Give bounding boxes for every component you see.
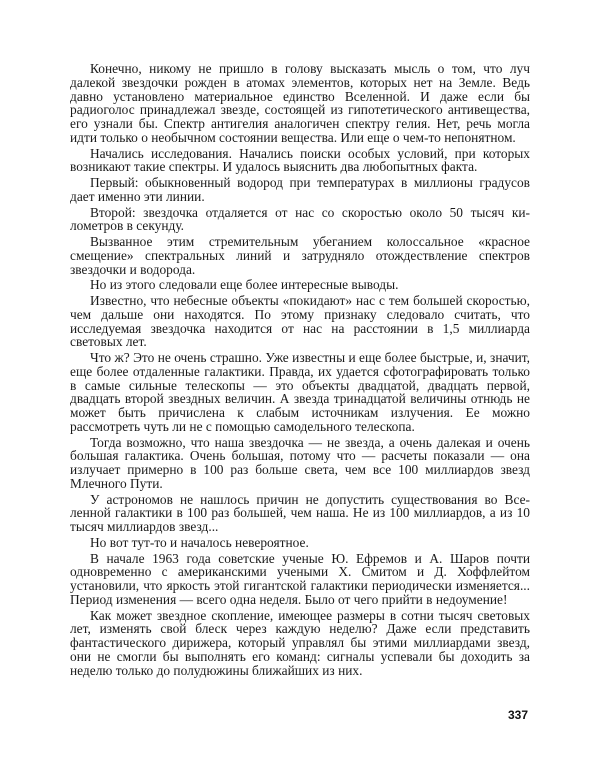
- paragraph: Второй: звездочка отдаляется от нас со скоростью около 50 тысяч километров в секунду.: [70, 204, 530, 234]
- paragraph: Известно, что небесные объекты «покидают» нас с тем большей скоростью, чем дальше они находятся. По этому признаку следовало считать, что исследуемая звездочка находится от нас на расстоянии в 1,5 миллиарда световых лет.: [70, 293, 530, 350]
- paragraph: Что ж? Это не очень страшно. Уже известны и еще более быстрые, и, значит, еще более отдаленные галактики. Правда, их удается сфотографировать только в самые сильные телескопы — это объекты двадцатой, двадцать первой, двадцать второй звездных величин. А звезда тринадцатой величины отнюдь не может быть причислена к слабым источникам излучения. Ее можно рассмотреть чуть ли не с помощью самодельного телескопа.: [70, 350, 530, 434]
- paragraph: Конечно, никому не пришло в голову высказать мысль о том, что луч далекой звездочки рожден в атомах элементов, которых нет на Земле. Ведь давно установлено материальное единство Вселенной. И даже если бы радиоголос принадлежал звезде, состоящей из гипотетического антивещества, его узнали бы. Спектр антигелия аналогичен спектру гелия. Нет, речь могла идти только о необычном состоянии вещества. Или еще о чем-то непонятном.: [70, 61, 530, 145]
- paragraph: Но вот тут-то и началось невероятное.: [90, 534, 309, 550]
- paragraph: У астрономов не нашлось причин не допустить существования во Вселенной галактики в 100 раз большей, чем наша. Не из 100 миллиардов, а из 10 тысяч миллиардов звезд...: [70, 491, 530, 534]
- page-number: 337: [508, 708, 529, 722]
- paragraph: В начале 1963 года советские ученые Ю. Ефремов и А. Шаров почти одновременно с американскими учеными Х. Смитом и Д. Хоффлейтом установили, что яркость этой гигантской галактики периодически изменяется... Период изменения — всего одна неделя. Было от чего прийти в недоумение!: [70, 550, 530, 607]
- paragraph: Вызванное этим стремительным убеганием колоссальное «красное смещение» спектральных линий и затрудняло отождествление спектров звездочки и водорода.: [70, 234, 530, 277]
- paragraph: Как может звездное скопление, имеющее размеры в сотни тысяч световых лет, изменять свой блеск через каждую неделю? Даже если представить фантастического дирижера, который управлял бы этими миллиардами звезд, они не смогли бы выполнять его команд: сигналы успевали бы доходить за неделю только до полудюжины ближайших из них.: [70, 607, 530, 678]
- paragraph: Начались исследования. Начались поиски особых условий, при которых возникают такие спектры. И удалось выяснить два любопытных факта.: [70, 145, 530, 175]
- page-body-text: [70, 62, 530, 677]
- paragraph: Но из этого следовали еще более интересные выводы.: [90, 277, 399, 293]
- paragraph: Тогда возможно, что наша звездочка — не звезда, а очень далекая и очень большая галактика. Очень большая, потому что — расчеты показали — она излучает примерно в 100 раз больше света, чем все 100 миллиардов звезд Млечного Пути.: [70, 434, 530, 491]
- paragraph: Первый: обыкновенный водород при температурах в миллионы градусов дает именно эти линии.: [70, 175, 530, 204]
